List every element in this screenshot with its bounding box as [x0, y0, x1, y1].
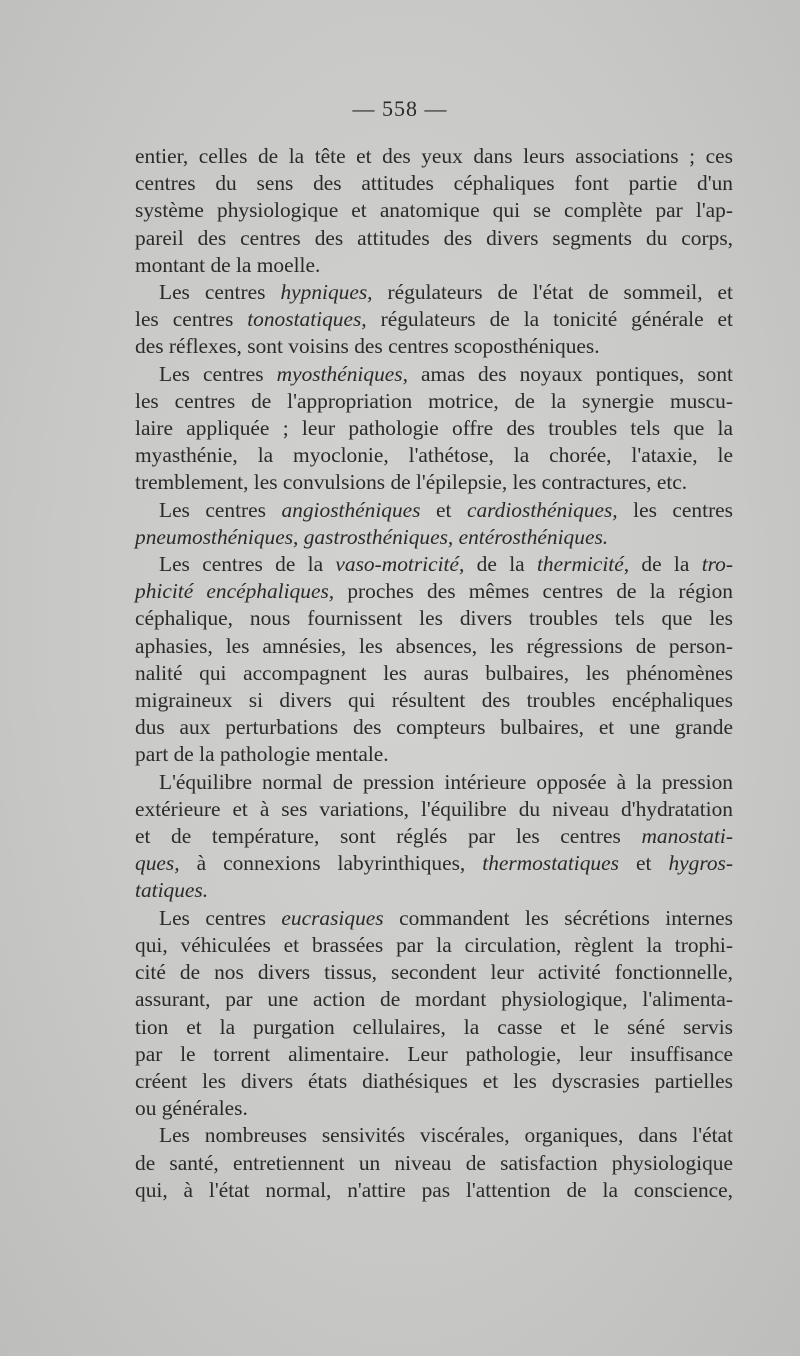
text-line — [135, 877, 733, 904]
italic-term: thermostatiques — [482, 851, 619, 876]
text-line — [135, 741, 733, 768]
text-line — [135, 1068, 733, 1095]
text-segment: migraineux si divers qui résultent des troubles encéphaliques — [135, 688, 733, 713]
italic-term: ques, — [135, 851, 180, 876]
text-segment: commandent les sécrétions internes — [383, 905, 733, 930]
text-line — [135, 361, 733, 388]
text-segment: extérieure et à ses variations, l'équilibre du niveau d'hydratation — [135, 796, 733, 821]
text-line — [135, 932, 733, 959]
italic-term: tatiques. — [135, 878, 209, 903]
text-line — [135, 333, 733, 360]
text-segment: aphasies, les amnésies, les absences, les régressions de person- — [135, 633, 733, 658]
text-segment: qui, véhiculées et brassées par la circulation, règlent la trophi- — [135, 932, 733, 957]
text-line — [135, 905, 733, 932]
text-line — [135, 551, 733, 578]
text-line — [135, 1177, 733, 1204]
text-line — [135, 252, 733, 279]
text-segment: et — [618, 851, 669, 876]
text-segment: Les centres — [159, 905, 282, 930]
text-segment: Les centres de la — [159, 552, 336, 577]
text-line — [135, 279, 733, 306]
text-segment: par le torrent alimentaire. Leur pathologie, leur insuffisance — [135, 1041, 733, 1066]
text-line — [135, 1095, 733, 1122]
text-line — [135, 469, 733, 496]
text-segment: L'équilibre normal de pression intérieure opposée à la pression — [159, 769, 733, 794]
text-segment: tremblement, les convulsions de l'épilepsie, les contractures, etc. — [135, 470, 688, 495]
text-line — [135, 578, 733, 605]
italic-term: hygros- — [668, 851, 733, 876]
text-line — [135, 1150, 733, 1177]
italic-term: angiosthéniques — [281, 497, 421, 522]
text-segment: régulateurs de la tonicité générale et — [366, 307, 733, 332]
text-line — [135, 687, 733, 714]
text-segment: les centres de l'appropriation motrice, de la synergie muscu- — [135, 388, 733, 413]
text-segment: de santé, entretiennent un niveau de satisfaction physiologique — [135, 1150, 733, 1175]
text-segment: créent les divers états diathésiques et les dyscrasies partielles — [135, 1068, 733, 1093]
text-segment: et — [420, 497, 467, 522]
text-segment: de la — [629, 552, 702, 577]
text-segment: proches des mêmes centres de la région — [334, 579, 733, 604]
text-segment: tion et la purgation cellulaires, la casse et le séné servis — [135, 1014, 733, 1039]
italic-term: eucrasiques — [281, 905, 384, 930]
text-line — [135, 442, 733, 469]
italic-term: thermicité, — [536, 552, 630, 577]
text-segment: part de la pathologie mentale. — [135, 742, 389, 767]
text-line — [135, 497, 733, 524]
text-line — [135, 796, 733, 823]
italic-term: manostati- — [641, 824, 733, 849]
text-segment: qui, à l'état normal, n'attire pas l'attention de la conscience, — [135, 1177, 733, 1202]
text-segment: de la — [464, 552, 537, 577]
text-line — [135, 415, 733, 442]
text-segment: Les centres — [159, 497, 282, 522]
text-line — [135, 1122, 733, 1149]
italic-term: hypniques, — [280, 280, 373, 305]
text-segment: les centres — [617, 497, 734, 522]
text-segment: amas des noyaux pontiques, sont — [407, 361, 733, 386]
italic-term: myosthéniques, — [276, 361, 408, 386]
text-segment: céphalique, nous fournissent les divers troubles tels que les — [135, 606, 733, 631]
text-line — [135, 714, 733, 741]
text-line — [135, 143, 733, 170]
text-segment: centres du sens des attitudes céphaliques font partie d'un — [135, 171, 733, 196]
text-line — [135, 850, 733, 877]
text-segment: des réflexes, sont voisins des centres scoposthéniques. — [135, 334, 600, 359]
italic-term: phicité encéphaliques, — [135, 579, 335, 604]
text-segment: montant de la moelle. — [135, 252, 321, 277]
text-segment: laire appliquée ; leur pathologie offre des troubles tels que la — [135, 416, 733, 441]
italic-term: vaso-motricité, — [335, 552, 465, 577]
text-segment: à connexions labyrinthiques, — [179, 851, 483, 876]
text-line — [135, 306, 733, 333]
italic-term: tro- — [701, 552, 733, 577]
text-segment: Les centres — [159, 280, 281, 305]
text-line — [135, 959, 733, 986]
italic-term: pneumosthéniques, gastrosthéniques, entérosthéniques. — [135, 524, 609, 549]
text-segment: Les nombreuses sensivités viscérales, organiques, dans l'état — [159, 1123, 733, 1148]
text-segment: régulateurs de l'état de sommeil, et — [372, 280, 733, 305]
text-line — [135, 170, 733, 197]
text-segment: et de température, sont réglés par les centres — [135, 824, 642, 849]
text-line — [135, 197, 733, 224]
text-segment: entier, celles de la tête et des yeux dans leurs associations ; ces — [135, 144, 733, 168]
text-line — [135, 823, 733, 850]
text-line — [135, 605, 733, 632]
text-line — [135, 1014, 733, 1041]
text-segment: Les centres — [159, 361, 277, 386]
text-segment: myasthénie, la myoclonie, l'athétose, la chorée, l'ataxie, le — [135, 443, 733, 468]
text-line — [135, 633, 733, 660]
text-line — [135, 225, 733, 252]
page-number: — 558 — — [352, 96, 448, 121]
text-segment: ou générales. — [135, 1096, 248, 1121]
text-line — [135, 769, 733, 796]
text-line — [135, 524, 733, 551]
text-segment: assurant, par une action de mordant physiologique, l'alimenta- — [135, 987, 733, 1012]
text-segment: nalité qui accompagnent les auras bulbaires, les phénomènes — [135, 660, 733, 685]
body-text — [135, 143, 733, 1204]
text-line — [135, 660, 733, 687]
text-line — [135, 1041, 733, 1068]
text-segment: les centres — [135, 307, 248, 332]
text-segment: cité de nos divers tissus, secondent leur activité fonctionnelle, — [135, 960, 733, 985]
italic-term: tonostatiques, — [247, 307, 367, 332]
italic-term: cardiosthéniques, — [466, 497, 618, 522]
text-segment: dus aux perturbations des compteurs bulbaires, et une grande — [135, 715, 733, 740]
text-segment: système physiologique et anatomique qui se complète par l'ap- — [135, 198, 733, 223]
text-segment: pareil des centres des attitudes des divers segments du corps, — [135, 225, 733, 250]
text-line — [135, 388, 733, 415]
text-line — [135, 986, 733, 1013]
